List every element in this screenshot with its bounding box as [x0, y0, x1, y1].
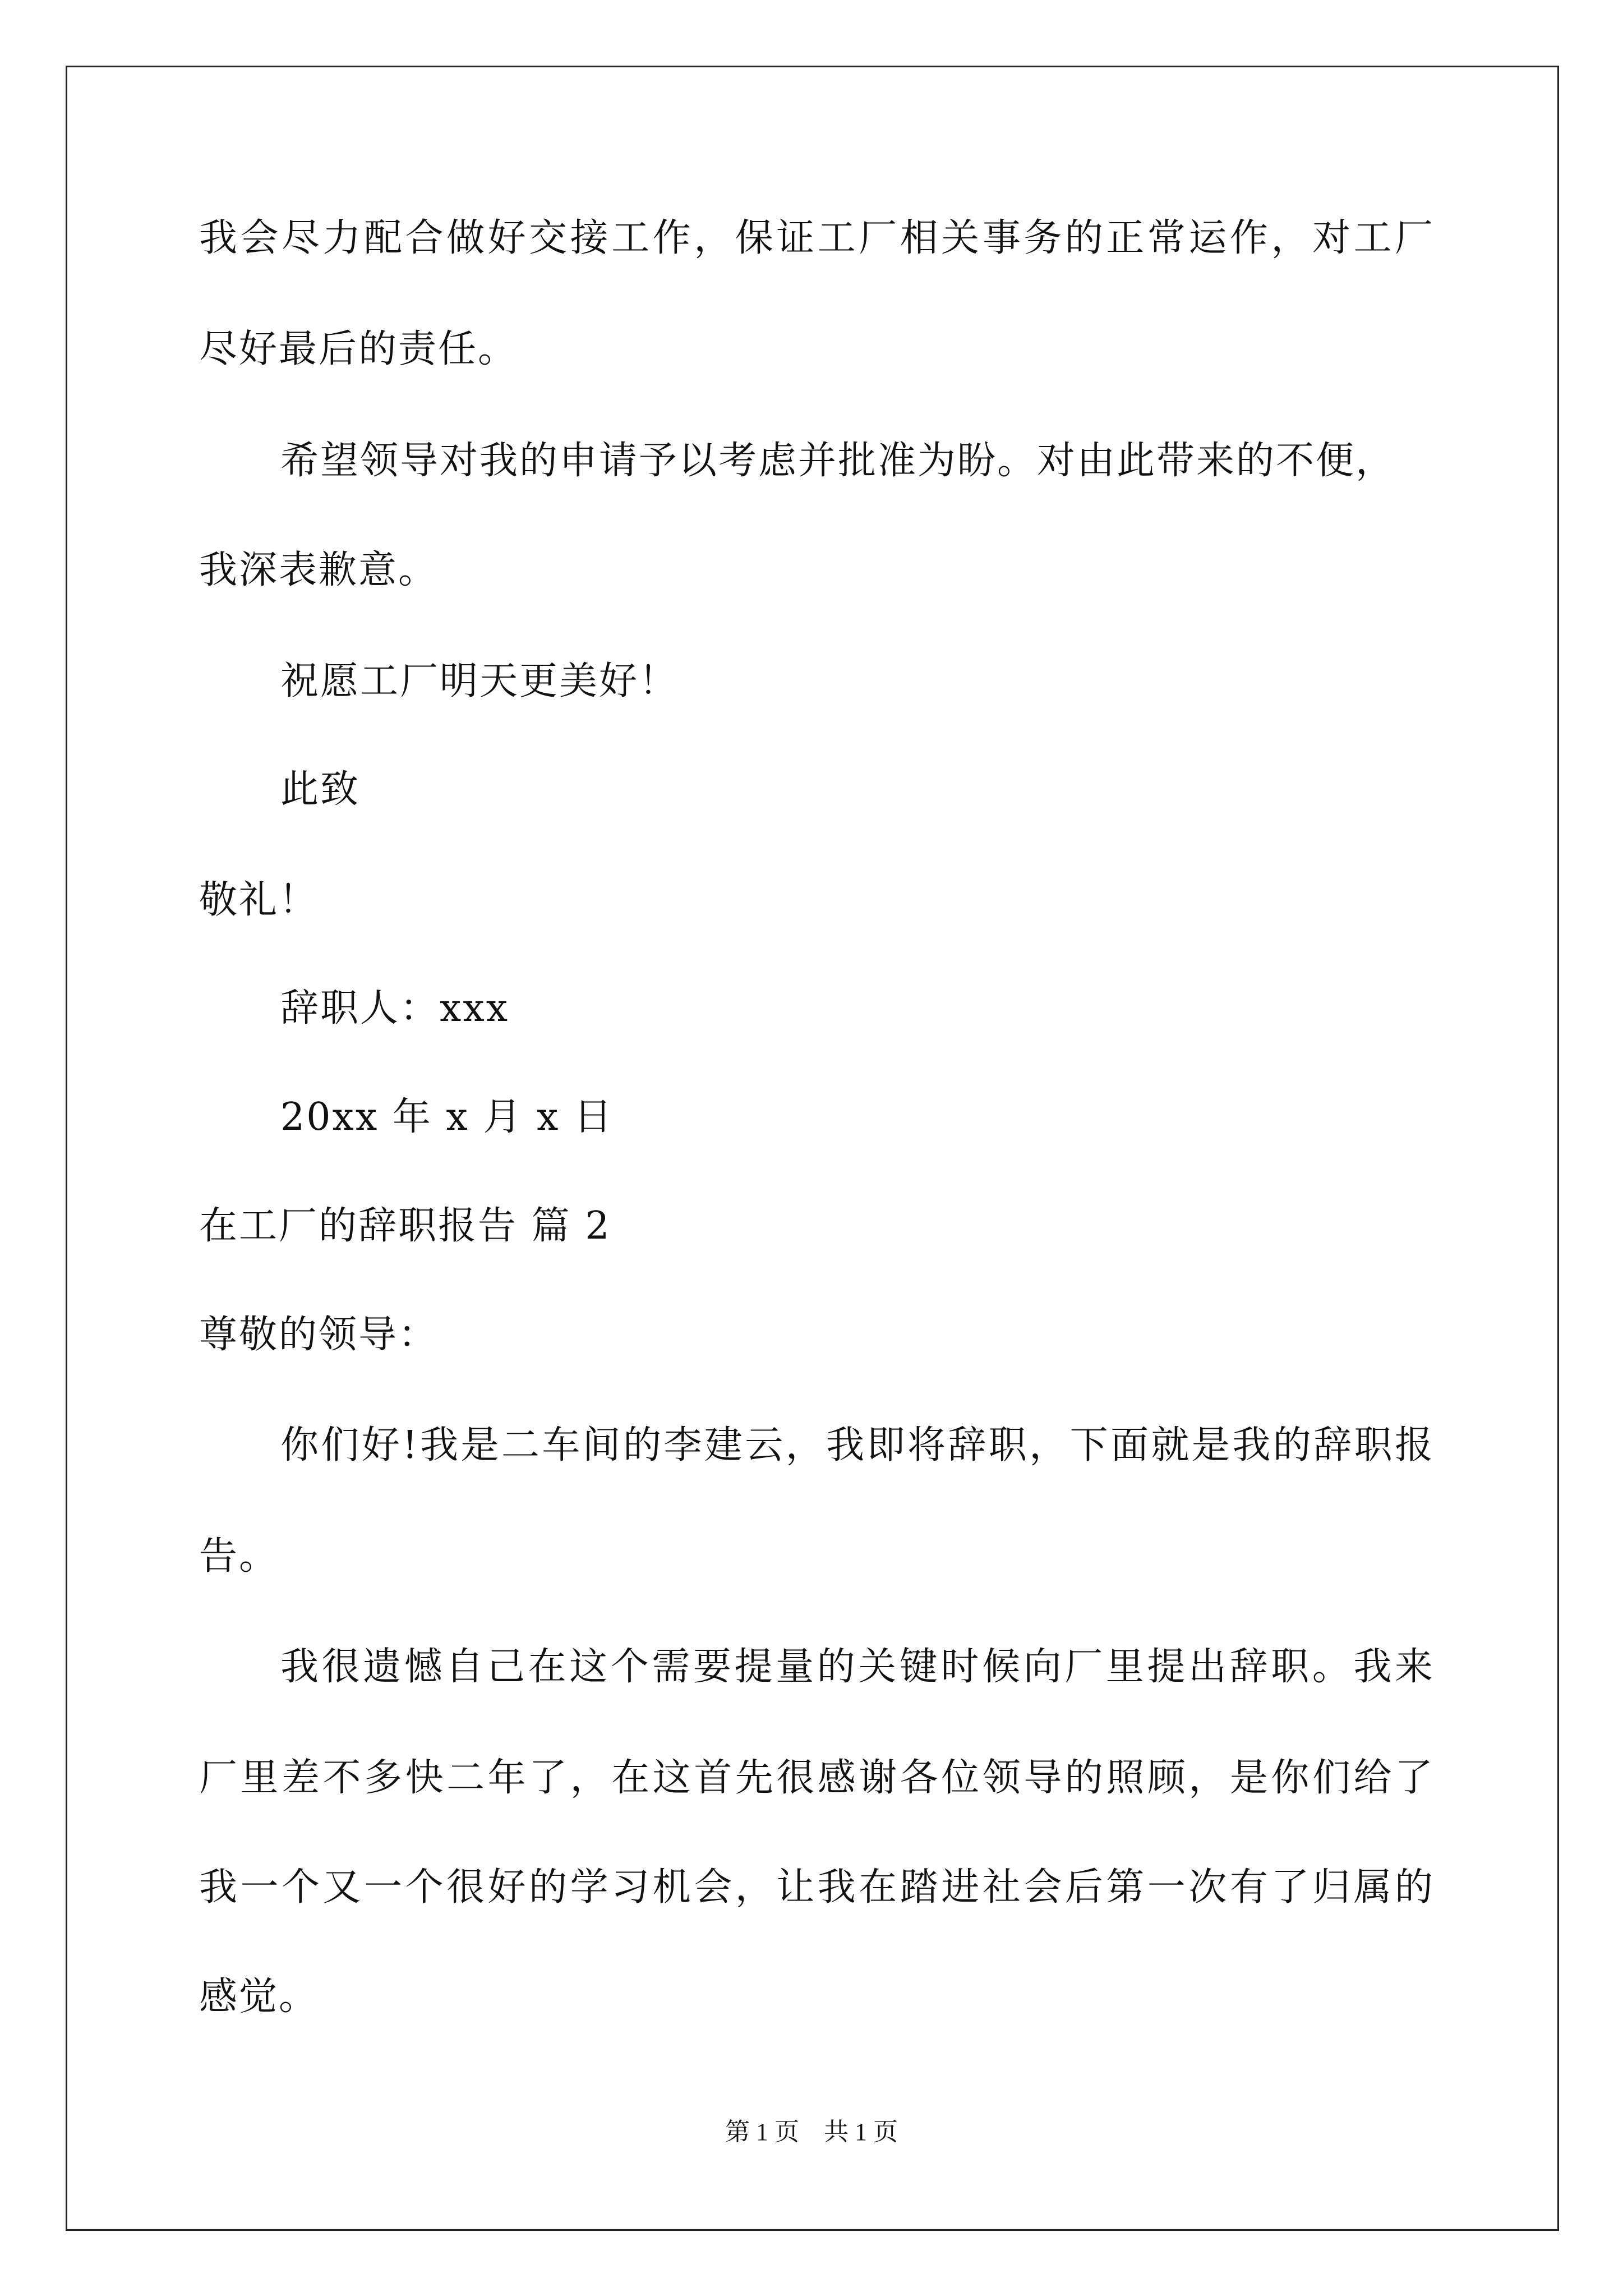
- paragraph-line: 希望领导对我的申请予以考虑并批准为盼。对由此带来的不便，: [280, 439, 1396, 483]
- signature-line: 辞职人：xxx: [280, 986, 510, 1030]
- paragraph-line: 此致: [280, 767, 361, 812]
- paragraph-line: 我很遗憾自己在这个需要提量的关键时候向厂里提出辞职。我来: [280, 1645, 1433, 1689]
- paragraph-line: 我一个又一个很好的学习机会，让我在踏进社会后第一次有了归属的: [199, 1865, 1433, 1910]
- paragraph-line: 厂里差不多快二年了，在这首先很感谢各位领导的照顾，是你们给了: [199, 1756, 1433, 1800]
- salutation: 尊敬的领导：: [199, 1313, 439, 1357]
- paragraph-line: 你们好!我是二车间的李建云，我即将辞职，下面就是我的辞职报: [280, 1423, 1433, 1467]
- paragraph-line: 感觉。: [199, 1975, 319, 2019]
- paragraph-line: 告。: [199, 1534, 279, 1579]
- paragraph-line: 我会尽力配合做好交接工作，保证工厂相关事务的正常运作，对工厂: [199, 216, 1433, 260]
- paragraph-line: 敬礼！: [199, 878, 319, 922]
- page-number-footer: 第 1 页 共 1 页: [725, 2118, 898, 2146]
- date-line: 20xx 年 x 月 x 日: [280, 1095, 614, 1139]
- paragraph-line: 我深表歉意。: [199, 548, 439, 592]
- paragraph-line: 祝愿工厂明天更美好！: [280, 659, 679, 703]
- section-heading: 在工厂的辞职报告 篇 2: [199, 1204, 611, 1248]
- paragraph-line: 尽好最后的责任。: [199, 327, 518, 371]
